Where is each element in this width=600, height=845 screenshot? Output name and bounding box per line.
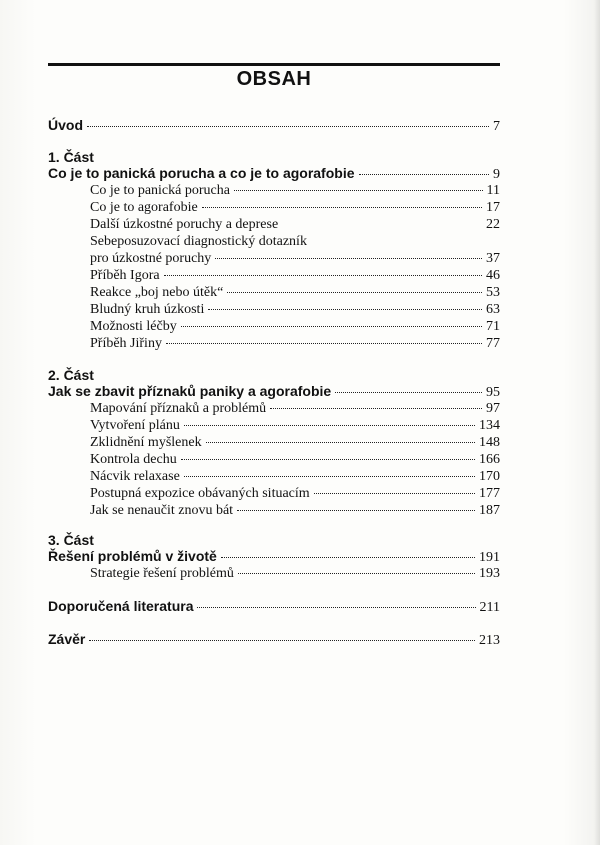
toc-entry (90, 451, 500, 468)
toc-page-number: 166 (479, 452, 500, 467)
toc-entry-uvod (48, 117, 500, 134)
part-3-title-entry (48, 548, 500, 565)
toc-entry-label: Vytvoření plánu (90, 418, 180, 433)
toc-entry (90, 250, 500, 267)
leader-dots (164, 275, 482, 276)
toc-entry-label: Postupná expozice obávaných situacím (90, 486, 310, 501)
toc-entry-label: Co je to agorafobie (90, 200, 198, 215)
part-1-heading: 1. Část (48, 149, 94, 165)
toc-entry-label: Zklidnění myšlenek (90, 435, 202, 450)
toc-entry-label: Další úzkostné poruchy a deprese (90, 217, 279, 232)
toc-page-number: 193 (479, 566, 500, 581)
toc-entry-label-line1: Sebeposuzovací diagnostický dotazník (90, 234, 307, 249)
leader-dots (89, 640, 475, 641)
toc-page-number: 95 (486, 385, 500, 400)
leader-dots (238, 573, 475, 574)
toc-entry (90, 301, 500, 318)
toc-entry (90, 434, 500, 451)
toc-entry-label: Reakce „boj nebo útěk“ (90, 285, 224, 300)
toc-entry-label: Závěr (48, 631, 86, 647)
leader-dots (335, 392, 482, 393)
leader-dots (197, 607, 475, 608)
toc-entry-label: Mapování příznaků a problémů (90, 401, 267, 416)
toc-page-number: 17 (486, 200, 500, 215)
toc-entry-literatura (48, 598, 500, 615)
leader-dots (234, 190, 483, 191)
toc-entry-label: Jak se nenaučit znovu bát (90, 503, 234, 518)
toc-page-number: 187 (479, 503, 500, 518)
leader-dots (237, 510, 475, 511)
leader-dots (181, 326, 482, 327)
toc-page-number: 77 (486, 336, 500, 351)
leader-dots (181, 459, 475, 460)
leader-dots (206, 442, 475, 443)
leader-dots (215, 258, 482, 259)
leader-dots (282, 224, 482, 225)
leader-dots (270, 408, 482, 409)
toc-entry (90, 565, 500, 582)
page-title: OBSAH (236, 68, 312, 90)
toc-entry (90, 199, 500, 216)
toc-entry (90, 284, 500, 301)
toc-entry (90, 468, 500, 485)
part-2-title-entry (48, 383, 500, 400)
toc-entry-label: Jak se zbavit příznaků paniky a agorafobie (48, 383, 332, 399)
toc-page-number: 9 (493, 167, 500, 182)
toc-entry-label: Příběh Igora (90, 268, 160, 283)
toc-entry-label: Bludný kruh úzkosti (90, 302, 205, 317)
toc-page-number: 134 (479, 418, 500, 433)
toc-page-number: 22 (486, 217, 500, 232)
leader-dots (166, 343, 482, 344)
toc-page-number: 11 (486, 183, 500, 198)
leader-dots (359, 174, 489, 175)
leader-dots (202, 207, 482, 208)
toc-page-number: 170 (479, 469, 500, 484)
toc-page-number: 148 (479, 435, 500, 450)
toc-entry (90, 502, 500, 519)
toc-page-number: 37 (486, 251, 500, 266)
leader-dots (221, 557, 475, 558)
toc-entry (90, 485, 500, 502)
toc-entry-label: Příběh Jiřiny (90, 336, 162, 351)
page-edge-shadow (594, 0, 600, 845)
toc-entry (90, 400, 500, 417)
leader-dots (314, 493, 475, 494)
toc-entry-label: Možnosti léčby (90, 319, 177, 334)
part-1-title-entry (48, 165, 500, 182)
leader-dots (208, 309, 482, 310)
toc-entry-zaver (48, 631, 500, 648)
part-2-heading: 2. Část (48, 367, 94, 383)
toc-page-number: 46 (486, 268, 500, 283)
toc-page-number: 63 (486, 302, 500, 317)
toc-entry (90, 335, 500, 352)
toc-entry (90, 417, 500, 434)
toc-page-number: 7 (493, 119, 500, 134)
toc-page-number: 191 (479, 550, 500, 565)
toc-entry-label: Kontrola dechu (90, 452, 177, 467)
toc-entry-label: Co je to panická porucha (90, 183, 230, 198)
toc-page-number: 213 (479, 633, 500, 648)
part-3-heading: 3. Část (48, 532, 94, 548)
toc-entry-label: Strategie řešení problémů (90, 566, 234, 581)
leader-dots (184, 425, 475, 426)
leader-dots (227, 292, 482, 293)
toc-entry-label: Úvod (48, 117, 83, 133)
toc-page-number: 71 (486, 319, 500, 334)
toc-entry (90, 267, 500, 284)
toc-page-number: 211 (479, 600, 500, 615)
toc-entry (90, 182, 500, 199)
toc-entry-label: Doporučená literatura (48, 598, 194, 614)
toc-entry-label: Nácvik relaxase (90, 469, 180, 484)
toc-page-number: 53 (486, 285, 500, 300)
toc-entry-label: Co je to panická porucha a co je to agorafobie (48, 165, 355, 181)
toc-page-number: 177 (479, 486, 500, 501)
toc-entry (90, 216, 500, 233)
leader-dots (87, 126, 489, 127)
toc-page-number: 97 (486, 401, 500, 416)
toc-entry-label: Řešení problémů v životě (48, 548, 217, 564)
leader-dots (184, 476, 475, 477)
toc-entry (90, 318, 500, 335)
toc-entry-label: pro úzkostné poruchy (90, 251, 212, 266)
